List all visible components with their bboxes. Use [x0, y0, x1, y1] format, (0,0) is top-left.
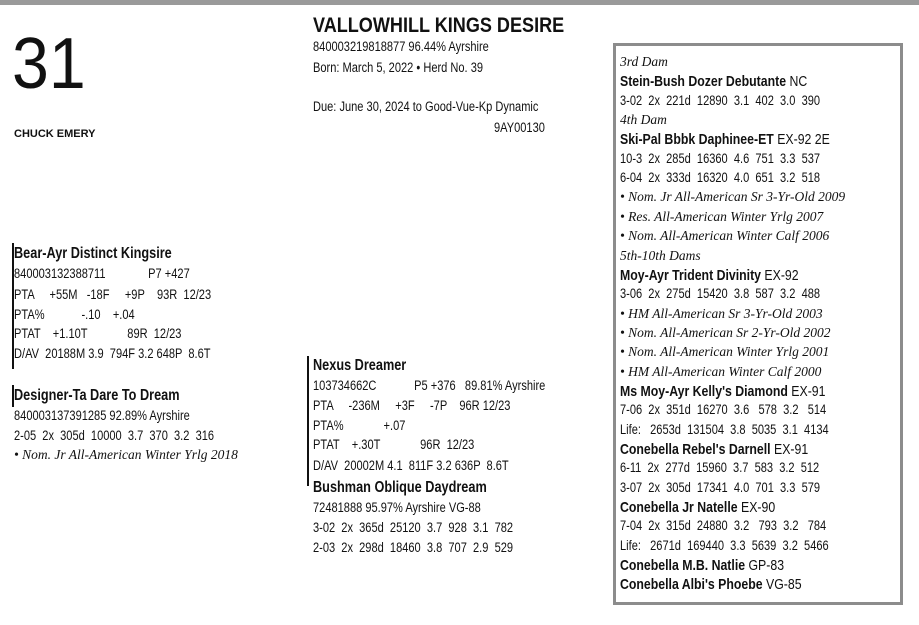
animal-name: VALLOWHILL KINGS DESIRE: [313, 14, 565, 37]
dam-entry: [620, 383, 825, 400]
dam-classification: EX-92 2E: [773, 131, 830, 149]
animal-due-line: Due: June 30, 2024 to Good-Vue-Kp Dynamic: [313, 99, 539, 114]
production-record: 3-07 2x 305d 17341 4.0 701 3.3 579: [620, 479, 821, 495]
production-record: 3-02 2x 221d 12890 3.1 402 3.0 390: [620, 92, 821, 108]
mgs-line-4: PTAT +.30T 96R 12/23: [313, 437, 475, 452]
dam-entry: [620, 557, 784, 574]
sire-line-1: [14, 266, 190, 281]
dam-name: Stein-Bush Dozer Debutante: [620, 73, 787, 91]
award-note: • Nom. All-American Winter Calf 2006: [620, 228, 830, 244]
dam-generation-heading: 3rd Dam: [620, 54, 668, 69]
top-rule: [0, 0, 919, 5]
sire-line-5: D/AV 20188M 3.9 794F 3.2 648P 8.6T: [14, 346, 211, 361]
dam-entry: [620, 441, 808, 458]
mgs-line-2: PTA -236M +3F -7P 96R 12/23: [313, 398, 511, 413]
dam-line-2: 2-05 2x 305d 10000 3.7 370 3.2 316: [14, 428, 215, 443]
dam-classification: EX-91: [770, 441, 809, 458]
gdam-line-2: 3-02 2x 365d 25120 3.7 928 3.1 782: [313, 520, 514, 535]
sire-name: Bear-Ayr Distinct Kingsire: [14, 245, 172, 262]
award-note: • HM All-American Winter Calf 2000: [620, 363, 822, 379]
dam-entry: [620, 576, 802, 593]
production-record: 3-06 2x 275d 15420 3.8 587 3.2 488: [620, 286, 821, 302]
dam-name: Ms Moy-Ayr Kelly's Diamond: [620, 382, 788, 400]
production-record: Life: 2671d 169440 3.3 5639 3.2 5466: [620, 537, 829, 553]
award-note: • Res. All-American Winter Yrlg 2007: [620, 208, 824, 224]
sire-line-4: PTAT +1.10T 89R 12/23: [14, 326, 182, 341]
dam-classification: VG-85: [762, 576, 802, 594]
mgs-name: Nexus Dreamer: [313, 357, 407, 374]
dam-entry: [620, 131, 830, 148]
dam-classification: EX-90: [737, 499, 776, 517]
dam-generation-heading: 5th-10th Dams: [620, 247, 701, 263]
award-note: • Nom. Jr All-American Sr 3-Yr-Old 2009: [620, 189, 846, 205]
gdam-name: Bushman Oblique Daydream: [313, 479, 487, 496]
animal-id-line: 840003219818877 96.44% Ayrshire: [313, 39, 489, 54]
sire-index: P7 +427: [148, 266, 190, 281]
mgs-index: P5 +376 89.81% Ayrshire: [414, 378, 546, 393]
dam-line-1: 840003137391285 92.89% Ayrshire: [14, 408, 190, 423]
dam-generation-heading: 4th Dam: [620, 112, 667, 128]
production-record: 10-3 2x 285d 16360 4.6 751 3.3 537: [620, 150, 821, 166]
gdam-line-1: 72481888 95.97% Ayrshire VG-88: [313, 500, 481, 515]
dam-name: Conebella M.B. Natlie: [620, 557, 746, 575]
animal-due-sire: 9AY00130: [494, 120, 545, 135]
sire-line-3: PTA% -.10 +.04: [14, 307, 135, 322]
dam-classification: GP-83: [745, 557, 785, 575]
mgs-bracket: [307, 356, 309, 486]
production-record: 7-06 2x 351d 16270 3.6 578 3.2 514: [620, 402, 827, 418]
maternal-pedigree-box: [613, 43, 903, 605]
award-note: • Nom. All-American Sr 2-Yr-Old 2002: [620, 324, 831, 340]
sire-id: 840003132388711: [14, 266, 106, 281]
lot-number: 31: [12, 24, 86, 104]
dam-name: Conebella Albi's Phoebe: [620, 576, 763, 594]
production-record: 6-11 2x 277d 15960 3.7 583 3.2 512: [620, 460, 820, 476]
animal-born-line: Born: March 5, 2022 • Herd No. 39: [313, 60, 484, 75]
dam-entry: [620, 267, 799, 284]
mgs-line-1: [313, 378, 545, 393]
dam-name: Moy-Ayr Trident Divinity: [620, 266, 762, 284]
production-record: 6-04 2x 333d 16320 4.0 651 3.2 518: [620, 170, 821, 186]
dam-name: Conebella Jr Natelle: [620, 499, 738, 517]
dam-award: • Nom. Jr All-American Winter Yrlg 2018: [14, 447, 238, 462]
dam-classification: EX-91: [787, 382, 826, 400]
dam-name: Designer-Ta Dare To Dream: [14, 387, 180, 404]
production-record: Life: 2653d 131504 3.8 5035 3.1 4134: [620, 421, 829, 437]
dam-classification: NC: [786, 73, 808, 91]
award-note: • HM All-American Sr 3-Yr-Old 2003: [620, 305, 823, 321]
dam-entry: [620, 499, 775, 516]
dam-name: Ski-Pal Bbbk Daphinee-ET: [620, 131, 774, 149]
mgs-line-5: D/AV 20002M 4.1 811F 3.2 636P 8.6T: [313, 458, 509, 473]
gdam-line-3: 2-03 2x 298d 18460 3.8 707 2.9 529: [313, 540, 514, 555]
mgs-id: 103734662C: [313, 378, 377, 393]
dam-entry: [620, 73, 807, 90]
sire-line-2: PTA +55M -18F +9P 93R 12/23: [14, 287, 212, 302]
dam-name: Conebella Rebel's Darnell: [620, 441, 771, 458]
mgs-line-3: PTA% +.07: [313, 418, 406, 433]
award-note: • Nom. All-American Winter Yrlg 2001: [620, 344, 830, 360]
dam-classification: EX-92: [761, 266, 799, 284]
production-record: 7-04 2x 315d 24880 3.2 793 3.2 784: [620, 518, 827, 534]
consignor-name: CHUCK EMERY: [14, 128, 96, 140]
